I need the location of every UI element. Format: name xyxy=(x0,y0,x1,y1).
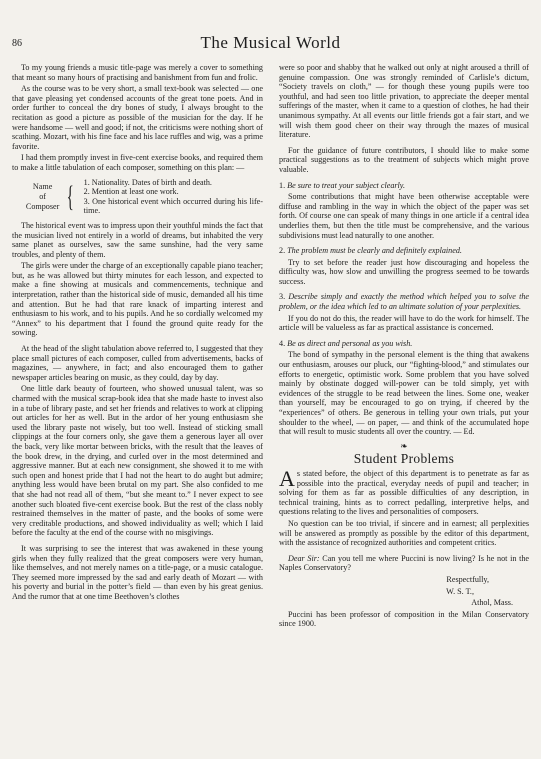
letter-body: Dear Sir: Can you tell me where Puccini is now living? Is he not in the Naples Conservatory? xyxy=(279,553,530,573)
suggestion-heading: 3. Describe simply and exactly the method which helped you to solve the problem, or the idea which led to an ultimate solution of your perplexities. xyxy=(279,292,529,312)
paragraph: It was surprising to see the interest that was awakened in these young girls when they fully realized that the great composers were very human, like themselves, and not merely names on a title-page, or a music catalogue. They seemed more impressed by the sad and early death of Mozart — with his poverty and burial in the potter’s field — than even by his great genius. And the rumor that at one time Beethoven’s clothes xyxy=(12,543,263,601)
paragraph: If you do not do this, the reader will have to do the work for himself. The article will be valueless as far as practical assistance is concerned. xyxy=(279,313,529,333)
list-item: 1. Nationality. Dates of birth and death. xyxy=(83,177,212,187)
paragraph: The historical event was to impress upon their youthful minds the fact that the musician lived not entirely in a world of dreams, but inhabited the very same planet as ourselves, saw the same sunshine, had the very same troubles, and plenty of them. xyxy=(12,220,263,259)
letter-place: Athol, Mass. xyxy=(471,598,513,608)
composer-tabulation xyxy=(24,178,263,216)
paragraph: The girls were under the charge of an exceptionally capable piano teacher; but, as he was allowed but thirty minutes for each lesson, and expected to make a fine showing at musicals and commencements, technique and interpretation, rather than the historical side of music, demanded all his time and attention. But he had that rare knack of imparting interest and enthusiasm to his work, and to his pupils. And he so cordially welcomed my “Annex” to his department that I found the ground quite ready for the sowing. xyxy=(12,261,263,338)
letter-closing: Respectfully, xyxy=(446,574,489,584)
section-title: Student Problems xyxy=(353,451,455,467)
page-number: 86 xyxy=(12,38,22,49)
list-item: 3. One historical event which occurred during his life-time. xyxy=(83,196,263,216)
paragraph: The bond of sympathy in the personal element is the thing that awakens our enthusiasm, arouses our pluck, our “fighting-blood,” and stimulates our efforts to energetic, optimistic work. Some problem that you have solved mainly by obstinate dogged will-power can be told simply, yet with evidences of the struggle to be read between the lines. Some one, weaker than yourself, may be encouraged to go on trying, if cheered by the “experiences” of others. Be generous in telling your own trials, put your shoulder to the wheel, — on paper, — and think of the accumulated hope that will result to music students all over the country. — Ed. xyxy=(279,350,529,437)
right-column xyxy=(279,63,529,631)
paragraph: Some contributions that might have been otherwise acceptable were diffuse and rambling in the way in which the object of the paper was set forth. Of course one can speak of many things in one article if a central idea underlies them, but then the title must be comprehensive, and the various subdivisions must lead naturally to one another. xyxy=(279,192,529,240)
paragraph: were so poor and shabby that he walked out only at night aroused a thrill of genuine compassion. One was strongly reminded of Carlisle’s dictum, “Society travels on cloth,” — for though these young pupils were too youthful, and had seen too little privation, to appreciate the deeper mental sufferings of the master, when it came to a question of clothes, he had their unanimous sympathy. At all events our little friends got a fair start, and we will wish them good cheer on their way through the mazes of musical literature. xyxy=(279,63,529,140)
paragraph: Try to set before the reader just how discouraging and hopeless the difficulty was, how slow and unwilling the progress seemed to be towards success. xyxy=(279,257,529,286)
reader-letter xyxy=(279,554,529,608)
tabulation-label: Name of Composer xyxy=(25,182,60,211)
paragraph: As the course was to be very short, a small text-book was selected — one that gave pleasing yet condensed accounts of the great tone poets. And in order further to conceal the dry bones of study, I always brought to the recitation as good a picture as possible of the musician for the day. If he were handsome — well and good; if not, the criticisms were nothing short of scathing. Mozart, with his fine face and his lace ruffles and wig, was a prime favorite. xyxy=(12,84,263,151)
letter-signature: W. S. T., xyxy=(446,586,474,596)
paragraph: I had them promptly invest in five-cent exercise books, and required them to make a little tabulation of each composer, something on this plan: — xyxy=(12,153,263,172)
fleuron-icon: ❧ xyxy=(400,440,408,451)
paragraph: To my young friends a music title-page was merely a cover to something that meant so many hours of practising and banishment from fun and frolic. xyxy=(12,63,263,82)
tabulation-list xyxy=(80,178,263,216)
paragraph: For the guidance of future contributors, I should like to make some practical suggestions as to the treatment of subjects which might prove valuable. xyxy=(279,145,529,174)
paragraph: At the head of the slight tabulation above referred to, I suggested that they place small pictures of each composer, culled from advertisements, backs of magazines, — anywhere, in fact; and also encouraged them to gather newspaper articles bearing on music, as they could, day by day. xyxy=(12,344,263,382)
paragraph: As stated before, the object of this department is to penetrate as far as possible into the practical, everyday needs of pupil and teacher; in solving for them as far as possible difficulties of any description, in technical training, hints as to correct pedalling, interpretive helps, and questions relating to the lives and personalities of composers. xyxy=(279,465,529,517)
paragraph: Puccini has been professor of composition in the Milan Conservatory since 1900. xyxy=(279,609,529,629)
paragraph: No question can be too trivial, if sincere and in earnest; all perplexities will be answered as promptly as possible by the editor of this department, with the assistance of recognized authorities and competent critics. xyxy=(279,518,529,548)
drop-cap: A xyxy=(279,465,295,491)
left-column xyxy=(12,63,263,603)
suggestion-heading: 2. The problem must be clearly and definitely explained. xyxy=(279,246,462,256)
page-title: The Musical World xyxy=(200,33,341,52)
list-item: 2. Mention at least one work. xyxy=(83,187,179,197)
brace-icon: { xyxy=(66,179,75,213)
suggestion-heading: 4. Be as direct and personal as you wish. xyxy=(279,338,413,348)
suggestion-heading: 1. Be sure to treat your subject clearly. xyxy=(279,180,405,190)
paragraph: One little dark beauty of fourteen, who showed unusual talent, was so charmed with the musical scrap-book idea that she made haste to invest also in a tube of library paste, and set her friends and relatives to work at clipping out articles for her as well. But in the ardor of her young enthusiasm she used the library paste not wisely, but too well. Instead of sticking small clippings at the four corners only, she gave them a generous layer all over the back, very like mortar between bricks, with the result that the leaves of the book drew, in the drying, and curled over in the most determined and aggressive manner. But at each new consignment, she showed it to me with such open and honest pride that I had not the heart to do aught but admire; anything less would have been brutal on my part. She also confided to me that she had not read all of them, “but she meant to.” I never expect to see another such bloated five-cent exercise book. But the rest of the class nobly restrained themselves in the matter of paste, and the books of some were very creditable productions, and showed individuality as well; which I laid before the faculty at the end of the course with no misgivings. xyxy=(12,384,263,538)
